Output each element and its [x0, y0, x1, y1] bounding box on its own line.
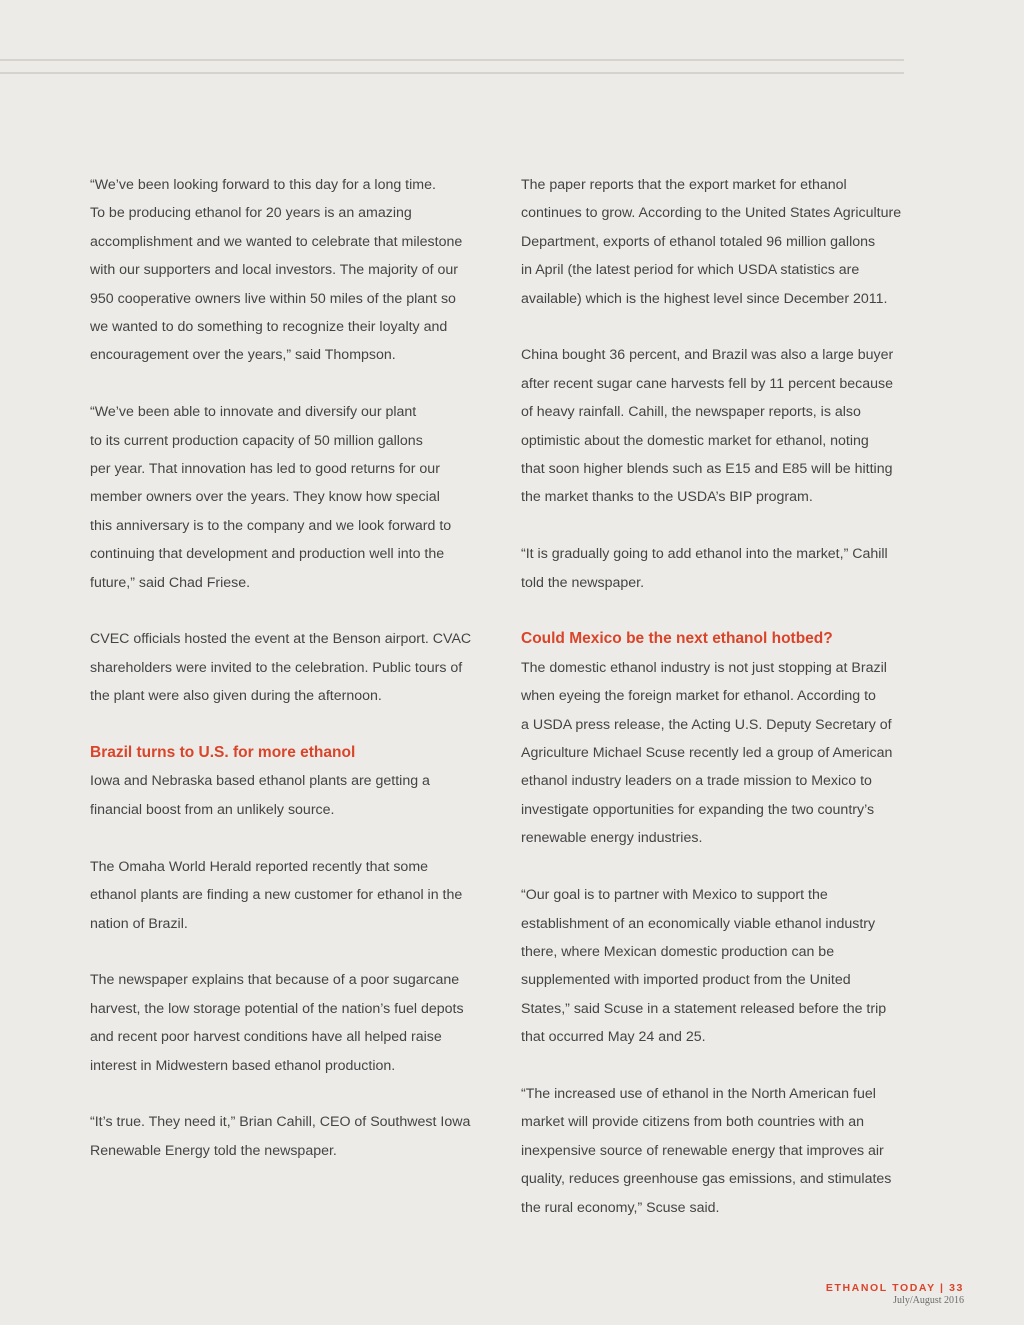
text-line: market will provide citizens from both countries with an — [521, 1114, 865, 1131]
text-line: 950 cooperative owners live within 50 miles of the plant so — [90, 290, 456, 307]
paragraph — [521, 540, 911, 597]
section-heading: Brazil turns to U.S. for more ethanol — [90, 744, 356, 762]
paragraph — [90, 171, 485, 370]
paragraph — [90, 966, 485, 1080]
text-line: “We’ve been able to innovate and diversify our plant — [90, 404, 417, 421]
left-column — [90, 171, 485, 1194]
text-line: in April (the latest period for which USDA statistics are — [521, 262, 860, 279]
text-line: per year. That innovation has led to good returns for our — [90, 461, 440, 478]
text-line: “Our goal is to partner with Mexico to support the — [521, 887, 828, 904]
text-line: the plant were also given during the afternoon. — [90, 688, 382, 705]
text-line: quality, reduces greenhouse gas emissions, and stimulates — [521, 1171, 892, 1188]
text-line: optimistic about the domestic market for ethanol, noting — [521, 432, 869, 449]
paragraph — [521, 1080, 911, 1222]
text-line: future,” said Chad Friese. — [90, 574, 251, 591]
text-line: inexpensive source of renewable energy that improves air — [521, 1142, 884, 1159]
paragraph — [521, 881, 911, 1051]
text-line: member owners over the years. They know how special — [90, 489, 440, 506]
paragraph — [90, 739, 485, 824]
text-line: Renewable Energy told the newspaper. — [90, 1142, 337, 1159]
footer-issue-date: July/August 2016 — [893, 1295, 964, 1306]
paragraph — [521, 171, 911, 313]
paragraph — [90, 853, 485, 938]
text-line: accomplishment and we wanted to celebrate that milestone — [90, 233, 463, 250]
header-rule-bottom — [0, 72, 904, 74]
text-line: To be producing ethanol for 20 years is an amazing — [90, 205, 412, 222]
text-line: investigate opportunities for expanding the two country’s — [521, 801, 875, 818]
text-line: The newspaper explains that because of a poor sugarcane — [90, 972, 460, 989]
text-line: “The increased use of ethanol in the North American fuel — [521, 1085, 876, 1102]
text-line: the rural economy,” Scuse said. — [521, 1199, 720, 1216]
text-line: continues to grow. According to the United States Agriculture — [521, 205, 902, 222]
text-line: interest in Midwestern based ethanol production. — [90, 1057, 396, 1074]
text-line: renewable energy industries. — [521, 830, 703, 847]
text-line: of heavy rainfall. Cahill, the newspaper reports, is also — [521, 404, 861, 421]
text-line: financial boost from an unlikely source. — [90, 801, 335, 818]
section-heading: Could Mexico be the next ethanol hotbed? — [521, 630, 833, 648]
text-line: that soon higher blends such as E15 and E85 will be hitting — [521, 461, 893, 478]
text-line: to its current production capacity of 50 million gallons — [90, 432, 423, 449]
header-rule-top — [0, 59, 904, 61]
text-line: ethanol plants are finding a new customer for ethanol in the — [90, 887, 463, 904]
text-line: supplemented with imported product from the United — [521, 972, 851, 989]
paragraph — [90, 625, 485, 710]
text-line: told the newspaper. — [521, 574, 645, 591]
text-line: continuing that development and production well into the — [90, 546, 445, 563]
text-line: CVEC officials hosted the event at the Benson airport. CVAC — [90, 631, 472, 648]
paragraph — [521, 341, 911, 511]
footer-publication-page: ETHANOL TODAY | 33 — [825, 1282, 964, 1294]
text-line: Department, exports of ethanol totaled 96 million gallons — [521, 233, 876, 250]
paragraph — [90, 1108, 485, 1165]
paragraph — [521, 625, 911, 852]
text-line: “We’ve been looking forward to this day for a long time. — [90, 177, 436, 193]
text-line: The Omaha World Herald reported recently that some — [90, 858, 429, 875]
text-line: nation of Brazil. — [90, 915, 188, 932]
text-line: with our supporters and local investors. The majority of our — [90, 262, 458, 279]
text-line: “It is gradually going to add ethanol into the market,” Cahill — [521, 546, 888, 563]
text-line: The domestic ethanol industry is not just stopping at Brazil — [521, 659, 887, 676]
text-line: China bought 36 percent, and Brazil was also a large buyer — [521, 347, 894, 364]
text-line: “It’s true. They need it,” Brian Cahill, CEO of Southwest Iowa — [90, 1114, 471, 1131]
text-line: Iowa and Nebraska based ethanol plants are getting a — [90, 773, 430, 790]
page-footer — [826, 1282, 964, 1307]
paragraph — [90, 398, 485, 597]
text-line: after recent sugar cane harvests fell by 11 percent because — [521, 375, 893, 392]
text-line: this anniversary is to the company and we look forward to — [90, 517, 452, 534]
text-line: there, where Mexican domestic production can be — [521, 943, 835, 960]
text-line: and recent poor harvest conditions have all helped raise — [90, 1029, 442, 1046]
text-line: ethanol industry leaders on a trade mission to Mexico to — [521, 773, 872, 790]
text-line: encouragement over the years,” said Thompson. — [90, 347, 396, 364]
text-line: that occurred May 24 and 25. — [521, 1029, 706, 1046]
text-line: shareholders were invited to the celebration. Public tours of — [90, 659, 463, 676]
text-line: States,” said Scuse in a statement released before the trip — [521, 1000, 887, 1017]
text-line: a USDA press release, the Acting U.S. Deputy Secretary of — [521, 716, 892, 733]
text-line: available) which is the highest level since December 2011. — [521, 290, 888, 307]
text-line: the market thanks to the USDA’s BIP program. — [521, 489, 813, 506]
text-line: harvest, the low storage potential of the nation’s fuel depots — [90, 1000, 464, 1017]
right-column — [521, 171, 911, 1250]
text-line: establishment of an economically viable ethanol industry — [521, 915, 876, 932]
text-line: Agriculture Michael Scuse recently led a group of American — [521, 745, 893, 762]
text-line: when eyeing the foreign market for ethanol. According to — [521, 688, 876, 705]
text-line: we wanted to do something to recognize their loyalty and — [90, 319, 448, 336]
text-line: The paper reports that the export market for ethanol — [521, 177, 847, 193]
